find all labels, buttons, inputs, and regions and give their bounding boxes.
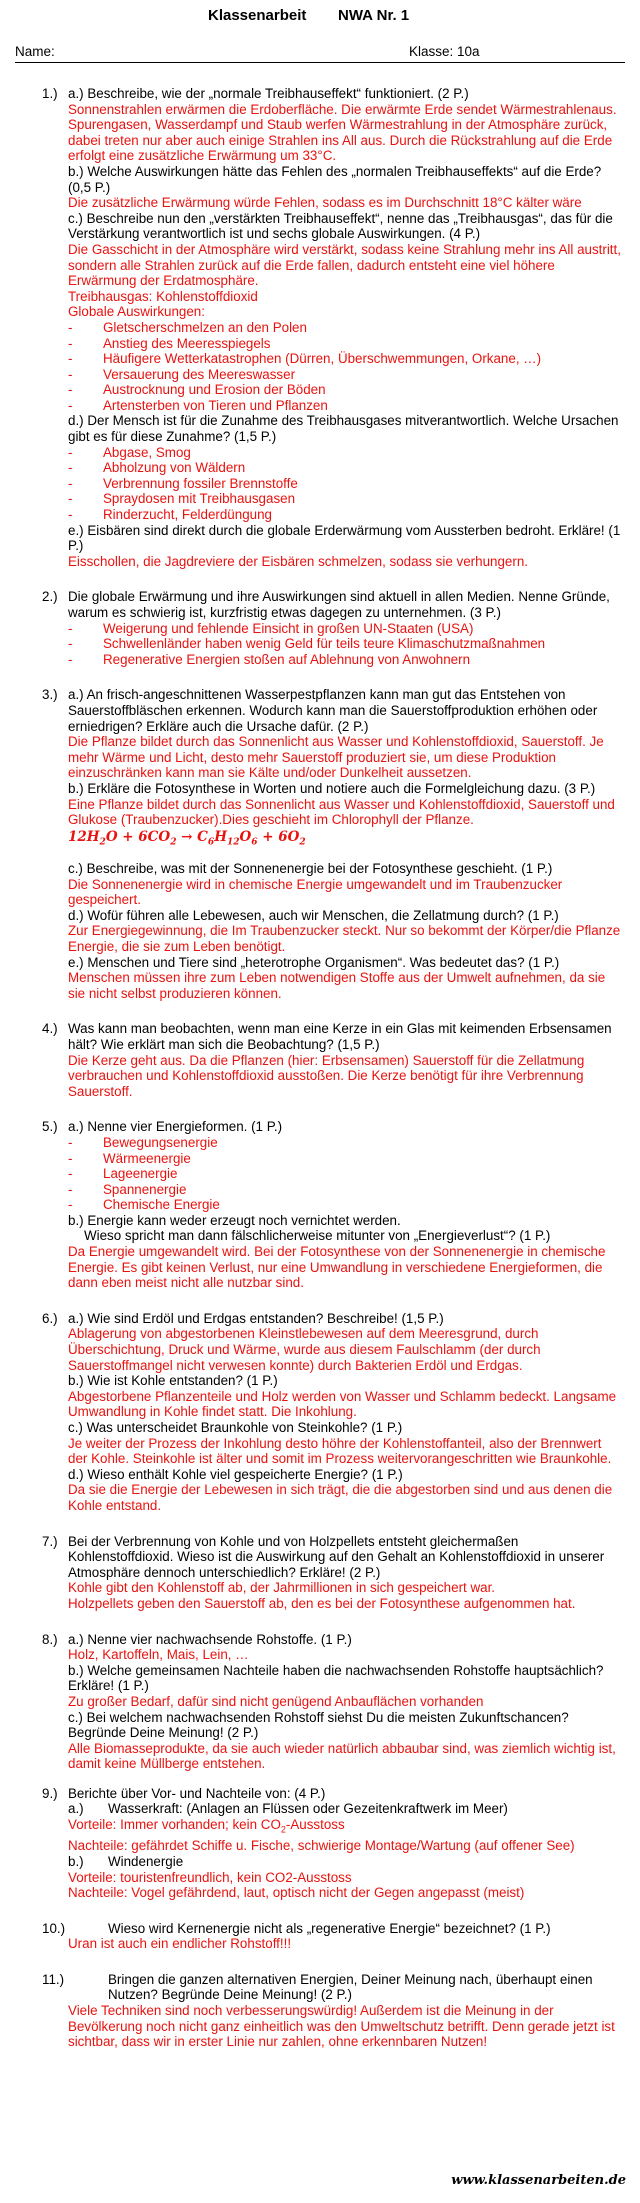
list-item: - Spannenergie [68,1182,624,1198]
question-text: c.) Was unterscheidet Braunkohle von Steinkohle? (1 P.) [68,1420,403,1435]
answer-text: Zu großer Bedarf, dafür sind nicht genügend Anbauflächen vorhanden [68,1693,484,1709]
answer-text: Menschen müssen ihre zum Leben notwendigen Stoffe aus der Umwelt aufnehmen, da sie sie nicht selbst produzieren können. [68,970,606,1001]
name-label: Name: [15,44,55,59]
question-text: c.) Beschreibe nun den „verstärkten Treibhauseffekt“, nenne das „Treibhausgas“, das für die Verstärkung verantwortlich ist und sechs globale Auswirkungen. (4 P.) [68,210,613,242]
question-number: 8.) [42,1631,58,1647]
question-2 [0,589,640,667]
list-item: - Chemische Energie [68,1197,624,1213]
question-text: Wieso wird Kernenergie nicht als „regenerative Energie“ bezeichnet? (1 P.) [108,1920,551,1936]
list-item: - Häufigere Wetterkatastrophen (Dürren, Überschwemmungen, Orkane, …) [68,351,624,367]
question-text: c.) Beschreibe, was mit der Sonnenenergie bei der Fotosynthese geschieht. (1 P.) [68,861,553,876]
answer-text: Eine Pflanze bildet durch das Sonnenlicht aus Wasser und Kohlenstoffdioxid, Sauerstoff und Glukose (Traubenzucker).Dies geschieht im Chlorophyll der Pflanze. [68,796,615,828]
question-text: b.) Energie kann weder erzeugt noch vernichtet werden. [68,1212,401,1228]
question-text: a.) Nenne vier nachwachsende Rohstoffe. (1 P.) [68,1631,352,1647]
answer-text: Holzpellets geben den Sauerstoff ab, den es bei der Fotosynthese aufgenommen hat. [68,1595,576,1611]
list-item: - Wärmeenergie [68,1151,624,1167]
question-10 [0,1921,640,1952]
answer-text: Die Gasschicht in der Atmosphäre wird verstärkt, sodass keine Strahlung mehr ins All austritt, sondern alle Strahlen zurück auf die Erde fallen, dadurch entsteht eine viel höhere Erwärmung der Erdatmosphäre. [68,241,621,289]
answer-text: Viele Techniken sind noch verbesserungswürdig! Außerdem ist die Meinung in der Bevölkerung noch nicht ganz einheitlich was den Umweltschutz betrifft. Denn gerade jetzt ist sichtbar, dass wir in erster Linie nur zahlen, ohne erkennbaren Nutzen! [68,2003,615,2050]
question-text: a.) Wie sind Erdöl und Erdgas entstanden? Beschreibe! (1,5 P.) [68,1310,444,1326]
exercise-list [0,86,640,2070]
list-item: - Artensterben von Tieren und Pflanzen [68,398,624,414]
list-item: - Verbrennung fossiler Brennstoffe [68,476,624,492]
answer-nachteile: Nachteile: gefährdet Schiffe u. Fische, schwierige Montage/Wartung (auf offener See) [68,1838,575,1854]
subquestion-a: a.) Wasserkraft: (Anlagen an Flüssen oder Gezeitenkraftwerk im Meer) [68,1801,508,1817]
answer-text: Zur Energiegewinnung, die Im Traubenzucker steckt. Nur so bekommt der Körper/die Pflanze Energie, die sie zum Leben benötigt. [68,923,621,954]
answer-text: Holz, Kartoffeln, Mais, Lein, … [68,1647,249,1663]
question-4 [0,1021,640,1099]
question-number: 7.) [42,1533,58,1549]
answer-text: Alle Biomasseprodukte, da sie auch wieder natürlich abbaubar sind, was ziemlich wichtig ist, damit keine Müllberge entstehen. [68,1740,616,1772]
list-item: - Versauerung des Meereswasser [68,367,624,383]
question-number: 11.) [42,1971,65,1987]
answer-text: Da sie die Energie der Lebewesen in sich trägt, die die abgestorben sind und aus denen die Kohle entstand. [68,1482,613,1513]
question-text: d.) Wieso enthält Kohle viel gespeicherte Energie? (1 P.) [68,1466,403,1482]
list-item: - Gletscherschmelzen an den Polen [68,320,624,336]
question-text: Bringen die ganzen alternativen Energien, Deiner Meinung nach, überhaupt einen Nutzen? Begründe Deine Meinung! (2 P.) [108,1971,593,2003]
question-text: a.) Nenne vier Energieformen. (1 P.) [68,1119,283,1135]
list-item: - Rinderzucht, Felderdüngung [68,507,624,523]
list-item: - Spraydosen mit Treibhausgasen [68,491,624,507]
question-text: a.) An frisch-angeschnittenen Wasserpestpflanzen kann man gut das Entstehen von Sauerstoffbläschen erkennen. Wodurch kann man die Sauerstoffproduktion erhöhen oder erniedrigen? Erkläre auch die Ursache dafür. (2 P.) [68,687,598,734]
question-text: Was kann man beobachten, wenn man eine Kerze in ein Glas mit keimenden Erbsensamen hält? Wie erklärt man sich die Beobachtung? (1,5 P.) [68,1021,612,1052]
list-item: - Anstieg des Meeresspiegels [68,336,624,352]
question-number: 9.) [42,1785,58,1801]
question-text: b.) Wie ist Kohle entstanden? (1 P.) [68,1373,278,1389]
answer-text: Die Sonnenenergie wird in chemische Energie umgewandelt und im Traubenzucker gespeichert. [68,876,563,908]
header-title: Klassenarbeit [208,7,307,24]
answer-heading: Globale Auswirkungen: [68,304,205,320]
header-subject: NWA Nr. 1 [338,7,410,24]
answer-text: Kohle gibt den Kohlenstoff ab, der Jahrmillionen in sich gespeichert war. [68,1580,496,1596]
question-1 [0,86,640,569]
question-text: Wieso spricht man dann fälschlicherweise mitunter von „Energieverlust“? (1 P.) [84,1228,551,1244]
question-text: b.) Erkläre die Fotosynthese in Worten und notiere auch die Formelgleichung dazu. (3 P.) [68,780,596,796]
answer-text: Die zusätzliche Erwärmung würde Fehlen, sodass es im Durchschnitt 18°C kälter wäre [68,195,582,211]
answer-text: Abgestorbene Pflanzenteile und Holz werden von Wasser und Schlamm bedeckt. Langsame Umwandlung in Kohle findet statt. Die Inkohlung. [68,1388,617,1420]
question-text: c.) Bei welchem nachwachsenden Rohstoff siehst Du die meisten Zukunftschancen? Begründe Deine Meinung! (2 P.) [68,1709,569,1741]
answer-text: Da Energie umgewandelt wird. Bei der Fotosynthese von der Sonnenenergie in chemische Energie. Es gibt keinen Verlust, nur eine Umwandlung in verschiedene Energieformen, die dann eben meist nicht alle nutzbar sind. [68,1244,606,1291]
list-item: - Bewegungsenergie [68,1135,624,1151]
answer-text: Die Pflanze bildet durch das Sonnenlicht aus Wasser und Kohlenstoffdioxid, Sauerstoff. Je mehr Wärme und Licht, desto mehr Sauerstoff produziert sie, um diese Produktion einzuschränken kann man sie Kälte und/oder Dunkelheit aussetzen. [68,734,604,781]
question-text: b.) Welche gemeinsamen Nachteile haben die nachwachsenden Rohstoffe hauptsächlich? Erkläre! (1 P.) [68,1662,604,1694]
answer-nachteile: Nachteile: Vogel gefährdend, laut, optisch nicht der Gegen angepasst (meist) [68,1885,525,1901]
answer-list [0,320,640,414]
question-text: d.) Der Mensch ist für die Zunahme des Treibhausgases mitverantwortlich. Welche Ursachen gibt es für diese Zunahme? (1,5 P.) [68,413,619,445]
question-text: e.) Menschen und Tiere sind „heterotrophe Organismen“. Was bedeutet das? (1 P.) [68,954,560,970]
answer-list [0,445,640,523]
list-item: - Lageenergie [68,1166,624,1182]
header [0,8,640,28]
question-text: e.) Eisbären sind direkt durch die globale Erderwärmung vom Aussterben bedroht. Erkläre! (1 P.) [68,522,621,554]
answer-text: Eisschollen, die Jagdreviere der Eisbären schmelzen, sodass sie verhungern. [68,553,528,569]
list-item: - Austrocknung und Erosion der Böden [68,382,624,398]
question-number: 1.) [42,86,58,101]
question-text: d.) Wofür führen alle Lebewesen, auch wir Menschen, die Zellatmung durch? (1 P.) [68,907,559,923]
answer-text: Uran ist auch ein endlicher Rohstoff!!! [68,1936,292,1952]
question-text: a.) Beschreibe, wie der „normale Treibhauseffekt“ funktioniert. (2 P.) [68,86,469,101]
question-9 [0,1786,640,1901]
subquestion-b: b.) Windenergie [68,1853,184,1869]
answer-vorteile: Vorteile: Immer vorhanden; kein $CO_2$-Ausstoss [68,1817,345,1835]
question-6 [0,1311,640,1514]
question-number: 6.) [42,1310,58,1326]
name-row [15,44,625,63]
question-3 [0,687,640,1001]
footer-watermark: www.klassenarbeiten.de [451,2173,626,2189]
answer-text: Die Kerze geht aus. Da die Pflanzen (hier: Erbsensamen) Sauerstoff für die Zellatmung verbrauchen und Kohlenstoffdioxid ausstoßen. Die Kerze benötigt für ihre Verbrennung Sauerstoff. [68,1052,585,1099]
question-number: 2.) [42,589,58,605]
answer-list [0,621,640,668]
answer-text: Ablagerung von abgestorbenen Kleinstlebewesen auf dem Meeresgrund, durch Überschichtung, Druck und Wärme, wurde aus diesem Faulschlamm (der durch Sauerstoffmangel nicht verwesen konnte) durch Bakterien Erdöl und Erdgas. [68,1326,541,1373]
klasse-label: Klasse: 10a [409,44,480,59]
question-text: Die globale Erwärmung und ihre Auswirkungen sind aktuell in allen Medien. Nenne Gründe, warum es schwierig ist, kurzfristig etwas dagegen zu unternehmen. (3 P.) [68,589,610,620]
question-number: 3.) [42,687,58,703]
answer-vorteile: Vorteile: touristenfreundlich, kein CO2-Ausstoss [68,1869,352,1885]
photosynthesis-formula: $12H_2O + 6CO_2 \to C_6H_{12}O_6 + 6O_2$ [68,828,306,848]
list-item: - Regenerative Energien stoßen auf Ablehnung von Anwohnern [68,652,624,668]
question-text: Berichte über Vor- und Nachteile von: (4 P.) [68,1785,326,1801]
question-text: b.) Welche Auswirkungen hätte das Fehlen des „normalen Treibhauseffekts“ auf die Erde? (0,5 P.) [68,163,602,195]
list-item: - Weigerung und fehlende Einsicht in großen UN-Staaten (USA) [68,621,624,637]
question-8 [0,1632,640,1772]
question-text: Bei der Verbrennung von Kohle und von Holzpellets entsteht gleichermaßen Kohlenstoffdioxid. Wieso ist die Auswirkung auf den Gehalt an Kohlenstoffdioxid in unserer Atmosphäre dennoch unterschiedlich? Erkläre! (2 P.) [68,1533,605,1580]
list-item: - Schwellenländer haben wenig Geld für teils teure Klimaschutzmaßnahmen [68,636,624,652]
answer-text: Sonnenstrahlen erwärmen die Erdoberfläche. Die erwärmte Erde sendet Wärmestrahlenaus. Spurengasen, Wasserdampf und Staub werfen Wärmestrahlung in der Atmosphäre zurück, dabei treten nur aber auch einige Strahlen ins All aus. Durch die Rückstrahlung auf die Erde erfolgt eine zusätzliche Erwärmung um 33°C. [68,101,617,164]
answer-text: Je weiter der Prozess der Inkohlung desto höhre der Kohlenstoffanteil, also der Brennwert der Kohle. Steinkohle ist älter und somit im Prozess weitervorangeschritten wie Braunkohle. [68,1435,612,1467]
answer-list [0,1135,640,1213]
question-5 [0,1119,640,1291]
question-number: 5.) [42,1119,58,1135]
list-item: - Abgase, Smog [68,445,624,461]
question-number: 10.) [42,1920,66,1936]
question-7 [0,1534,640,1612]
list-item: - Abholzung von Wäldern [68,460,624,476]
answer-gas: Treibhausgas: Kohlenstoffdioxid [68,288,258,304]
question-11 [0,1972,640,2050]
question-number: 4.) [42,1021,58,1037]
